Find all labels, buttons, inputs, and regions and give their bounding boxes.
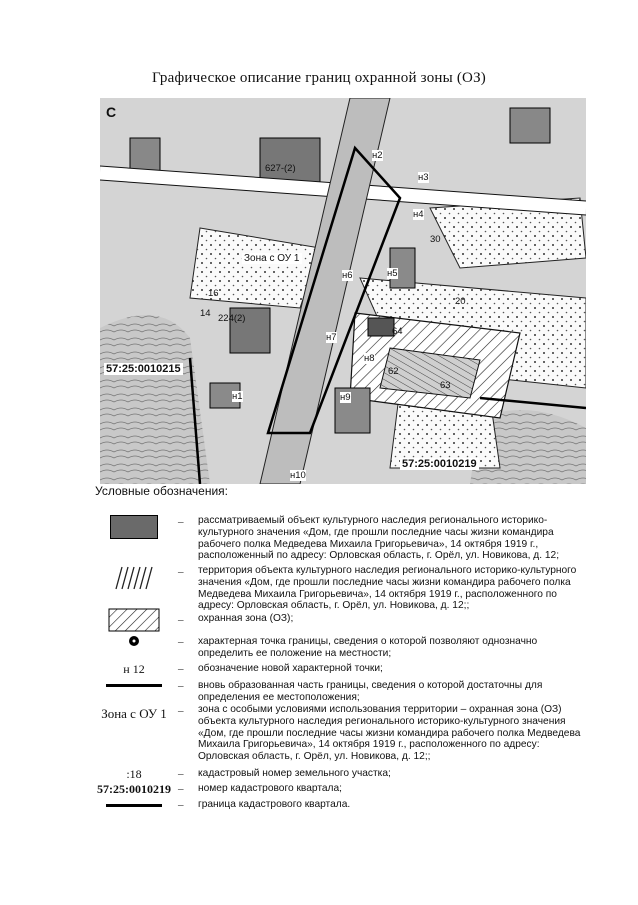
zone-label: Зона с ОУ 1 xyxy=(244,253,300,264)
parcel-label: 20 xyxy=(455,296,466,307)
legend-item-parcel: :18 – кадастровый номер земельного участка; xyxy=(95,767,595,783)
boundary-point-icon xyxy=(95,634,173,653)
legend-item-point: – характерная точка границы, сведения о которой позволяют однозначно определить ее положение на местности; xyxy=(95,634,595,660)
legend-text: обозначение новой характерной точки; xyxy=(198,663,383,674)
quarter-symbol: 57:25:0010219 xyxy=(97,782,171,796)
quarter-boundary-symbol xyxy=(95,798,173,807)
parcel-label: 14 xyxy=(200,308,211,319)
legend-item-object: – рассматриваемый объект культурного наследия регионального историко-культурного значения «Дом, где прошли последние часы жизни командира рабочего полка Медведева Михаила Григорьевича», 14 октября 1919 г., расположенный по адресу: Орловская область, г. Орёл, ул. Новикова, д. 12; xyxy=(95,513,595,563)
legend-text: рассматриваемый объект культурного наследия регионального историко-культурного значения «Дом, где прошли последние часы жизни командира рабочего полка Медведева Михаила Григорьевича», 14 октября 1919 г., расположенный по адресу: Орловская область, г. Орёл, ул. Новикова, д. 12; xyxy=(198,515,560,562)
legend-item-quarter-number: 57:25:0010219 – номер кадастрового квартала; xyxy=(95,782,595,798)
legend-item-quarter-boundary: – граница кадастрового квартала. xyxy=(95,798,595,814)
parcel-symbol: :18 xyxy=(126,767,142,781)
legend-item-new-boundary: – вновь образованная часть границы, сведения о которой достаточны для определения ее местоположения; xyxy=(95,679,595,705)
point-label: н2 xyxy=(372,150,383,161)
point-label: н7 xyxy=(326,332,337,343)
oz-symbol xyxy=(95,608,173,637)
quarter-number-bottom: 57:25:0010219 xyxy=(402,458,477,470)
legend-text: граница кадастрового квартала. xyxy=(198,799,351,810)
object-symbol xyxy=(95,513,173,539)
parcel-label: 224(2) xyxy=(218,313,246,324)
legend-text: охранная зона (ОЗ); xyxy=(198,613,294,624)
legend-text: характерная точка границы, сведения о которой позволяют однозначно определить ее положение на местности; xyxy=(198,636,538,659)
new-point-symbol: н 12 xyxy=(123,662,145,676)
parcel-label: 64 xyxy=(392,326,403,337)
legend-text: территория объекта культурного наследия регионального историко-культурного значения «Дом, где прошли последние часы жизни командира рабочего полка Медведева Михаила Григорьевича», 14 октября 1919 г., расположенного по адресу: Орловская область, г. Орёл, ул. Новикова, д. 12;; xyxy=(198,565,577,612)
parcel-label: 627-(2) xyxy=(265,163,296,174)
legend-title: Условные обозначения: xyxy=(95,484,228,498)
point-label: н8 xyxy=(364,353,375,364)
legend-item-new-point: н 12 – обозначение новой характерной точки; xyxy=(95,662,595,678)
legend-item-zone: Зона с ОУ 1 – зона с особыми условиями использования территории – охранная зона (ОЗ) объекта культурного наследия регионального историко-культурного значения «Дом, где прошли последние часы жизни командира рабочего полка Медведева Михаила Григорьевича», 14 октября 1919 г., расположенного по адресу: Орловская область, г. Орёл, ул. Новикова, д. 12;; xyxy=(95,703,595,761)
zone-symbol: Зона с ОУ 1 xyxy=(101,706,167,721)
point-label: н9 xyxy=(340,392,351,403)
point-label: н3 xyxy=(418,172,429,183)
legend-item-oz: – охранная зона (ОЗ); xyxy=(95,608,595,636)
parcel-label: 16 xyxy=(208,288,219,299)
legend-text: кадастровый номер земельного участка; xyxy=(198,768,391,779)
parcel-label: 62 xyxy=(388,366,399,377)
point-label: н6 xyxy=(342,270,353,281)
parcel-label: 30 xyxy=(430,234,441,245)
territory-symbol xyxy=(95,563,173,596)
legend-item-territory: – территория объекта культурного наследия регионального историко-культурного значения «Дом, где прошли последние часы жизни командира рабочего полка Медведева Михаила Григорьевича», 14 октября 1919 г., расположенного по адресу: Орловская область, г. Орёл, ул. Новикова, д. 12;; xyxy=(95,563,595,613)
legend-text: зона с особыми условиями использования территории – охранная зона (ОЗ) объекта культурного наследия регионального историко-культурного значения «Дом, где прошли последние часы жизни командира рабочего полка Медведева Михаила Григорьевича», 14 октября 1919 г., расположенного по адресу: Орловская область, г. Орёл, ул. Новикова, д. 12;; xyxy=(198,704,581,763)
legend-text: номер кадастрового квартала; xyxy=(198,783,342,794)
north-arrow-label: С xyxy=(106,104,117,120)
point-label: н10 xyxy=(290,470,306,481)
new-boundary-symbol xyxy=(95,679,173,687)
cadastral-map xyxy=(100,98,586,484)
point-label: н5 xyxy=(387,268,398,279)
point-label: н1 xyxy=(232,391,243,402)
quarter-number-left: 57:25:0010215 xyxy=(106,363,181,375)
point-label: н4 xyxy=(413,209,424,220)
legend-text: вновь образованная часть границы, сведения о которой достаточны для определения ее местоположения; xyxy=(198,680,543,703)
map-drawing xyxy=(100,98,586,484)
page-title: Графическое описание границ охранной зоны (ОЗ) xyxy=(152,70,486,86)
parcel-label: 63 xyxy=(440,380,451,391)
